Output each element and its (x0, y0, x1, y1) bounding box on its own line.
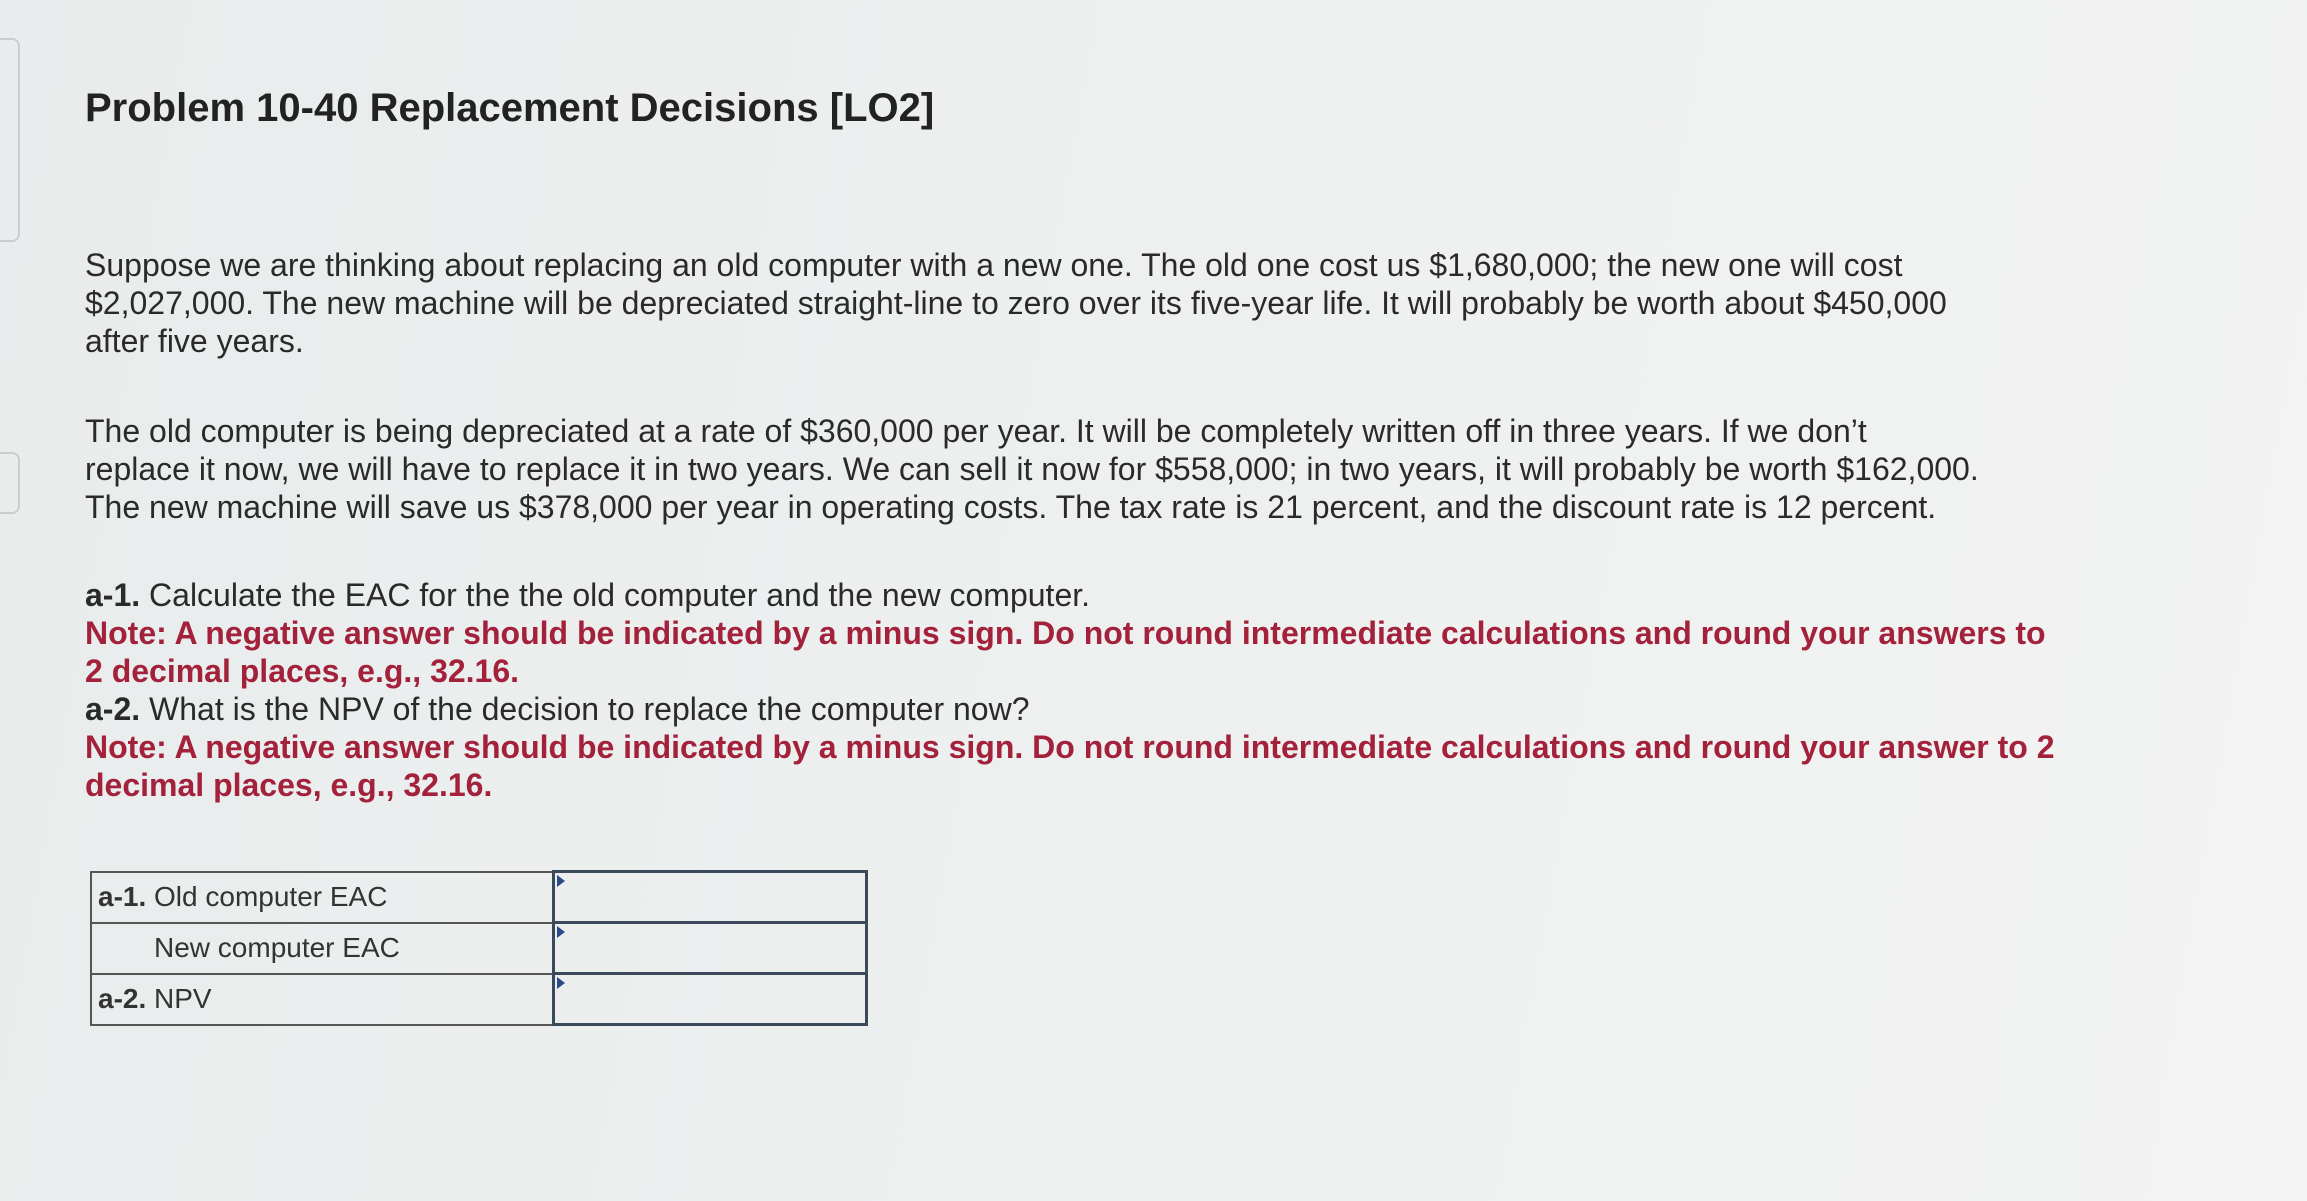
question-text: What is the NPV of the decision to replace the computer now? (140, 691, 1030, 727)
row-prefix: a-2. (98, 983, 147, 1014)
old-computer-eac-cell (554, 872, 867, 923)
table-row (91, 923, 867, 974)
row-label (91, 923, 554, 974)
row-label-text: NPV (146, 983, 212, 1014)
note-a1: Note: A negative answer should be indicated by a minus sign. Do not round intermediate calculations and round your answers to (85, 615, 2046, 651)
question-a2 (85, 690, 2054, 728)
new-computer-eac-cell (554, 923, 867, 974)
text-line: The old computer is being depreciated at a rate of $360,000 per year. It will be completely written off in three years. If we don’t (85, 413, 1867, 449)
row-label (91, 872, 554, 923)
note-a2: Note: A negative answer should be indicated by a minus sign. Do not round intermediate calculations and round your answer to 2 (85, 729, 2055, 765)
input-marker-icon (557, 926, 565, 938)
old-computer-eac-input[interactable] (555, 874, 869, 920)
row-label-text: New computer EAC (154, 932, 400, 963)
npv-cell (554, 974, 867, 1025)
questions (85, 576, 2054, 804)
problem-paragraph-2 (85, 412, 1979, 526)
page-title: Problem 10-40 Replacement Decisions [LO2] (85, 86, 935, 130)
text-line: The new machine will save us $378,000 per year in operating costs. The tax rate is 21 percent, and the discount rate is 12 percent. (85, 489, 1937, 525)
problem-paragraph-1 (85, 246, 1947, 360)
new-computer-eac-input[interactable] (555, 925, 869, 971)
npv-input[interactable] (555, 976, 869, 1022)
row-prefix: a-1. (98, 881, 147, 912)
table-row (91, 974, 867, 1025)
input-marker-icon (557, 875, 565, 887)
note-a1: 2 decimal places, e.g., 32.16. (85, 653, 520, 689)
question-text: Calculate the EAC for the the old computer and the new computer. (140, 577, 1091, 613)
question-label: a-1. (85, 577, 141, 613)
left-panel-edge (0, 452, 20, 514)
text-line: $2,027,000. The new machine will be depreciated straight-line to zero over its five-year life. It will probably be worth about $450,000 (85, 285, 1947, 321)
row-label (91, 974, 554, 1025)
text-line: replace it now, we will have to replace it in two years. We can sell it now for $558,000; in two years, it will probably be worth $162,000. (85, 451, 1979, 487)
row-label-text: Old computer EAC (146, 881, 388, 912)
left-panel-edge (0, 38, 20, 242)
answer-table (90, 870, 868, 1026)
text-line: Suppose we are thinking about replacing an old computer with a new one. The old one cost us $1,680,000; the new one will cost (85, 247, 1903, 283)
question-label: a-2. (85, 691, 141, 727)
question-a1 (85, 576, 2054, 614)
table-row (91, 872, 867, 923)
note-a2: decimal places, e.g., 32.16. (85, 767, 493, 803)
text-line: after five years. (85, 323, 304, 359)
input-marker-icon (557, 977, 565, 989)
